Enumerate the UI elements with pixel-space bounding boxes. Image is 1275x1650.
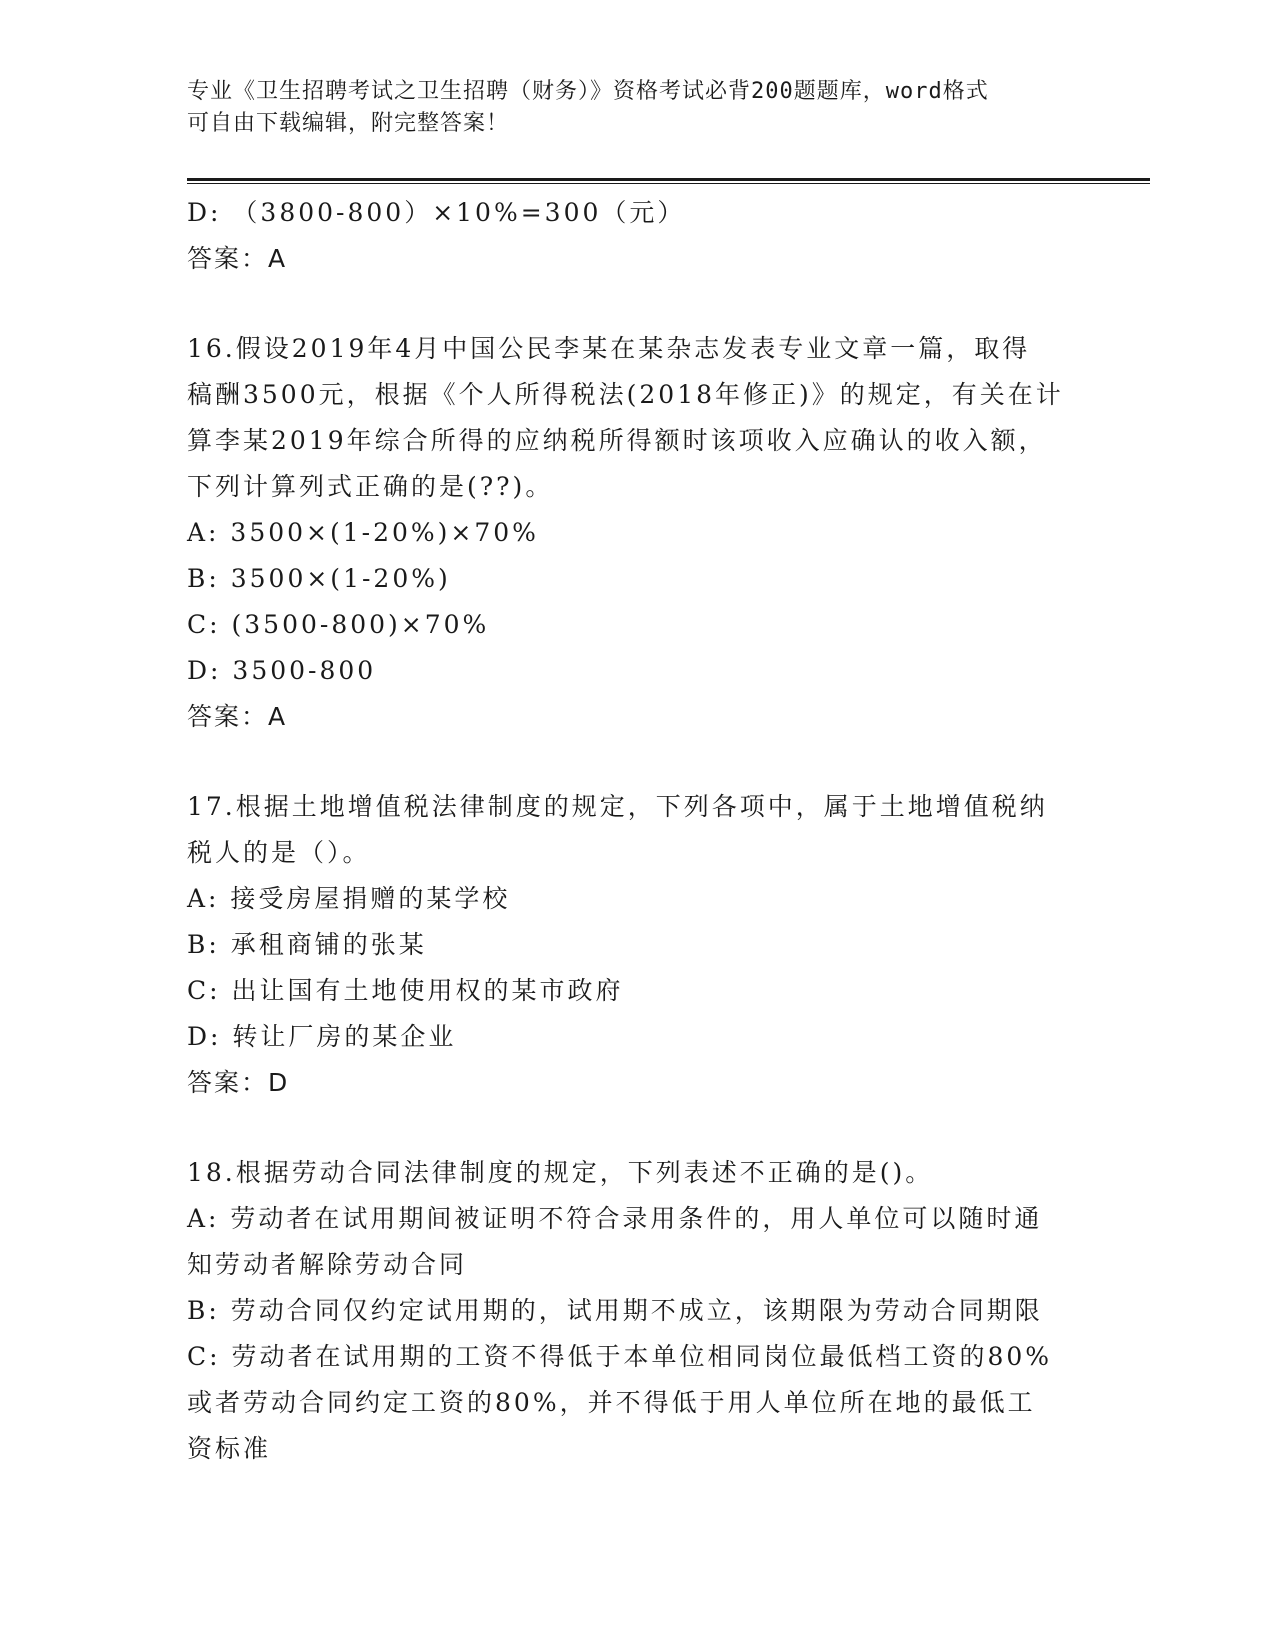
question-18: [187, 1150, 1087, 1472]
question-16-stem-line: 稿酬3500元，根据《个人所得税法(2018年修正)》的规定，有关在计: [187, 380, 1064, 409]
question-16-stem-line: 下列计算列式正确的是(??)。: [187, 472, 554, 501]
header-line-2: 可自由下载编辑，附完整答案！: [187, 111, 510, 136]
question-18-option-b: B: 劳动合同仅约定试用期的，试用期不成立，该期限为劳动合同期限: [187, 1296, 1043, 1325]
question-17-answer: 答案：D: [187, 1068, 290, 1097]
question-18-option-a: A: 劳动者在试用期间被证明不符合录用条件的，用人单位可以随时通: [187, 1204, 1043, 1233]
spacer: [187, 1106, 1087, 1150]
page-header: [187, 76, 1067, 140]
question-18-option-c-cont: 资标准: [187, 1434, 272, 1463]
question-17-option-c: C: 出让国有土地使用权的某市政府: [187, 976, 624, 1005]
prev-answer: 答案：A: [187, 244, 288, 273]
spacer: [187, 282, 1087, 326]
question-16-stem-line: 16.假设2019年4月中国公民李某在某杂志发表专业文章一篇，取得: [187, 334, 1031, 363]
question-16-stem-line: 算李某2019年综合所得的应纳税所得额时该项收入应确认的收入额，: [187, 426, 1047, 455]
header-line-1: 专业《卫生招聘考试之卫生招聘（财务）》资格考试必背200题题库，word格式: [187, 79, 989, 104]
question-18-option-c: C: 劳动者在试用期的工资不得低于本单位相同岗位最低档工资的80%: [187, 1342, 1053, 1371]
question-17-stem-line: 17.根据土地增值税法律制度的规定，下列各项中，属于土地增值税纳: [187, 792, 1048, 821]
spacer: [187, 740, 1087, 784]
question-16-option-d: D: 3500-800: [187, 656, 377, 685]
question-17: [187, 784, 1087, 1106]
question-18-option-a-cont: 知劳动者解除劳动合同: [187, 1250, 468, 1279]
question-16-option-c: C: (3500-800)×70%: [187, 610, 490, 639]
question-16-option-b: B: 3500×(1-20%): [187, 564, 451, 593]
question-17-option-b: B: 承租商铺的张某: [187, 930, 427, 959]
question-17-option-a: A: 接受房屋捐赠的某学校: [187, 884, 511, 913]
question-18-option-c-cont: 或者劳动合同约定工资的80%，并不得低于用人单位所在地的最低工: [187, 1388, 1036, 1417]
question-16: [187, 326, 1087, 740]
question-16-option-a: A: 3500×(1-20%)×70%: [187, 518, 539, 547]
header-divider-thick: [187, 178, 1150, 181]
question-17-option-d: D: 转让厂房的某企业: [187, 1022, 457, 1051]
prev-option-d: D: （3800-800）×10%=300（元）: [187, 198, 686, 227]
question-16-answer: 答案：A: [187, 702, 288, 731]
question-17-stem-line: 税人的是（）。: [187, 838, 371, 867]
document-body: [187, 190, 1087, 1472]
question-18-stem-line: 18.根据劳动合同法律制度的规定，下列表述不正确的是()。: [187, 1158, 934, 1187]
header-divider-thin: [187, 183, 1150, 184]
